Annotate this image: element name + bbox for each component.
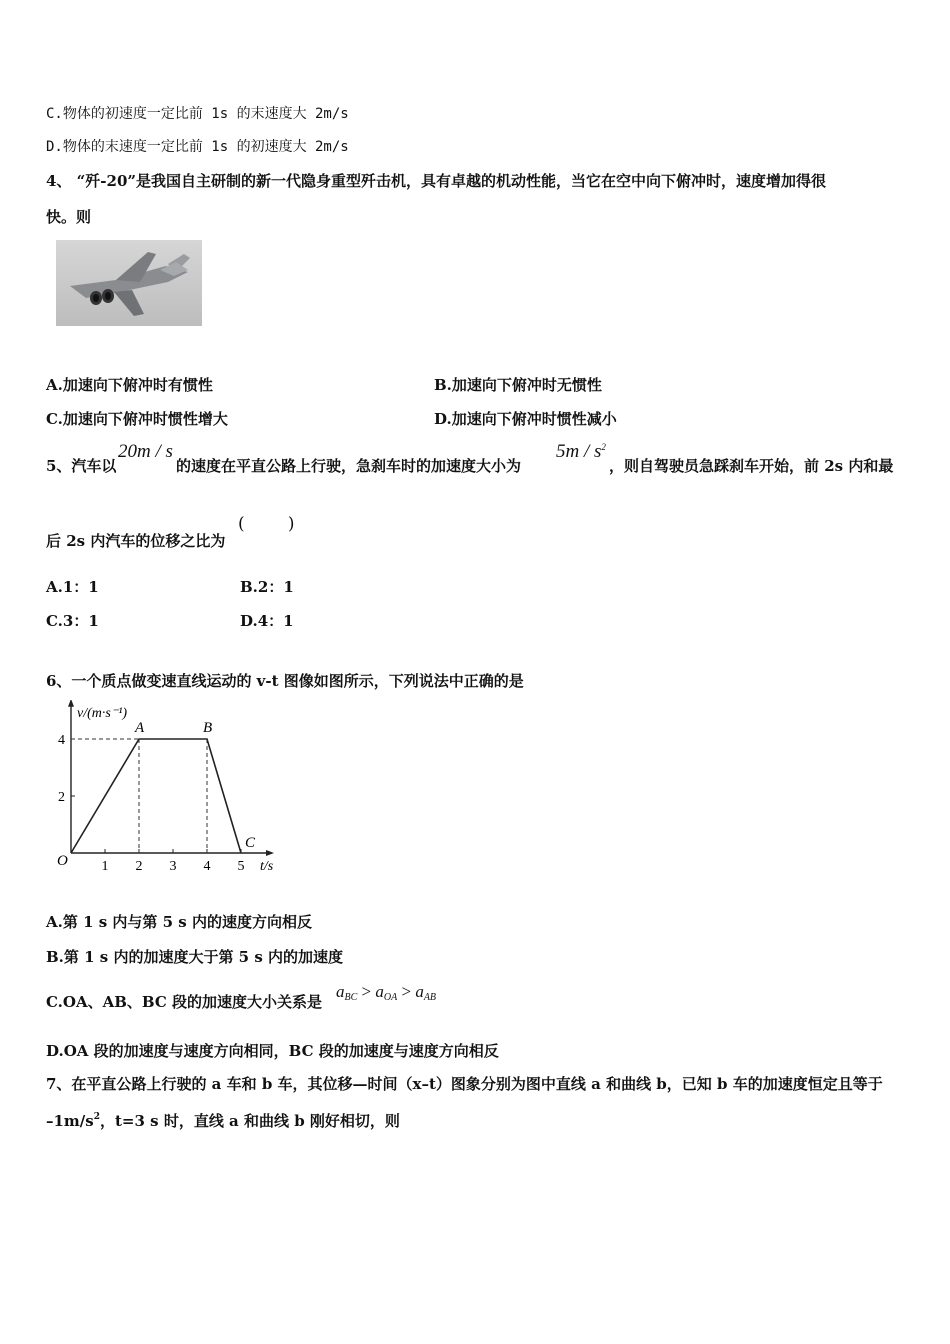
- q4-option-d: D.加速向下俯冲时惯性减小: [434, 410, 617, 428]
- velocity-line: [71, 739, 241, 853]
- y-tick-label: 2: [58, 790, 65, 805]
- point-label-b: B: [203, 720, 213, 736]
- origin-label: O: [57, 853, 68, 869]
- fighter-jet-icon: [56, 240, 202, 326]
- q6-option-c-prefix: C.OA、AB、BC 段的加速度大小关系是: [46, 993, 323, 1011]
- q4-option-b: B.加速向下俯冲时无惯性: [434, 376, 602, 394]
- q5-accel-base: 5m / s: [556, 441, 602, 462]
- q7-stem-line2: [46, 1110, 400, 1131]
- q7-stem-line1: 7、在平直公路上行驶的 a 车和 b 车，其位移—时间（x–t）图象分别为图中直线 a 和曲线 b，已知 b 车的加速度恒定且等于: [46, 1075, 883, 1093]
- formula-a-bc: a: [336, 982, 345, 1001]
- q5-answer-paren: ( ): [238, 514, 295, 534]
- y-axis-label: v/(m·s⁻¹): [77, 705, 128, 721]
- q6-stem: 6、一个质点做变速直线运动的 v-t 图像如图所示，下列说法中正确的是: [46, 672, 524, 690]
- x-tick-label: 3: [169, 859, 177, 874]
- q5-option-c: C.3：1: [46, 612, 99, 630]
- q5-stem-line2: 后 2s 内汽车的位移之比为: [46, 532, 226, 550]
- y-axis-arrow: [68, 700, 74, 707]
- q7-accel-exponent: 2: [93, 1112, 100, 1122]
- q3-option-c: C.物体的初速度一定比前 1s 的末速度大 2m/s: [46, 106, 349, 122]
- q6-option-c-formula: [336, 982, 436, 1003]
- x-axis-label: t/s: [260, 859, 274, 874]
- q4-option-a: A.加速向下俯冲时有惯性: [46, 376, 213, 394]
- q6-option-d: D.OA 段的加速度与速度方向相同，BC 段的加速度与速度方向相反: [46, 1042, 499, 1060]
- q6-option-b: B.第 1 s 内的加速度大于第 5 s 内的加速度: [46, 948, 343, 966]
- q5-option-b: B.2：1: [240, 578, 294, 596]
- formula-sub-oa: OA: [383, 992, 398, 1003]
- x-axis-arrow: [266, 850, 274, 856]
- q6-option-a: A.第 1 s 内与第 5 s 内的速度方向相反: [46, 913, 312, 931]
- q5-middle: 的速度在平直公路上行驶，急刹车时的加速度大小为: [176, 457, 522, 475]
- formula-a-ab: a: [415, 982, 424, 1001]
- q4-stem-line1: 4、 “歼-20”是我国自主研制的新一代隐身重型歼击机，具有卓越的机动性能，当它在空中向下俯冲时，速度增加得很: [46, 172, 827, 190]
- q5-suffix: ，则自驾驶员急踩刹车开始，前 2s 内和最: [609, 457, 894, 475]
- y-tick-label: 4: [58, 733, 65, 748]
- formula-sub-ab: AB: [423, 992, 437, 1003]
- q7-accel-value: –1m/s: [46, 1112, 94, 1130]
- q5-option-a: A.1：1: [46, 578, 99, 596]
- q5-accel-exponent: 2: [601, 442, 606, 452]
- q4-stem-line2: 快。则: [46, 208, 92, 226]
- x-tick-label: 1: [101, 859, 109, 874]
- q4-option-c: C.加速向下俯冲时惯性增大: [46, 410, 228, 428]
- x-tick-label: 2: [135, 859, 143, 874]
- vt-graph: [44, 700, 294, 880]
- formula-gt-2: >: [401, 982, 412, 1001]
- q5-prefix: 5、汽车以: [46, 457, 117, 475]
- fighter-jet-image: [56, 240, 202, 326]
- point-label-c: C: [245, 835, 256, 851]
- formula-sub-bc: BC: [344, 992, 358, 1003]
- x-tick-label: 4: [203, 859, 211, 874]
- x-tick-label: 5: [237, 859, 245, 874]
- q5-speed-formula: 20m / s: [118, 441, 173, 462]
- q5-option-d: D.4：1: [240, 612, 294, 630]
- q7-stem-rest: ，t=3 s 时，直线 a 和曲线 b 刚好相切，则: [100, 1112, 400, 1130]
- point-label-a: A: [135, 720, 145, 736]
- formula-a-oa: a: [375, 982, 384, 1001]
- q5-accel-formula: [556, 441, 606, 463]
- q3-option-d: D.物体的末速度一定比前 1s 的初速度大 2m/s: [46, 139, 349, 155]
- formula-gt-1: >: [361, 982, 372, 1001]
